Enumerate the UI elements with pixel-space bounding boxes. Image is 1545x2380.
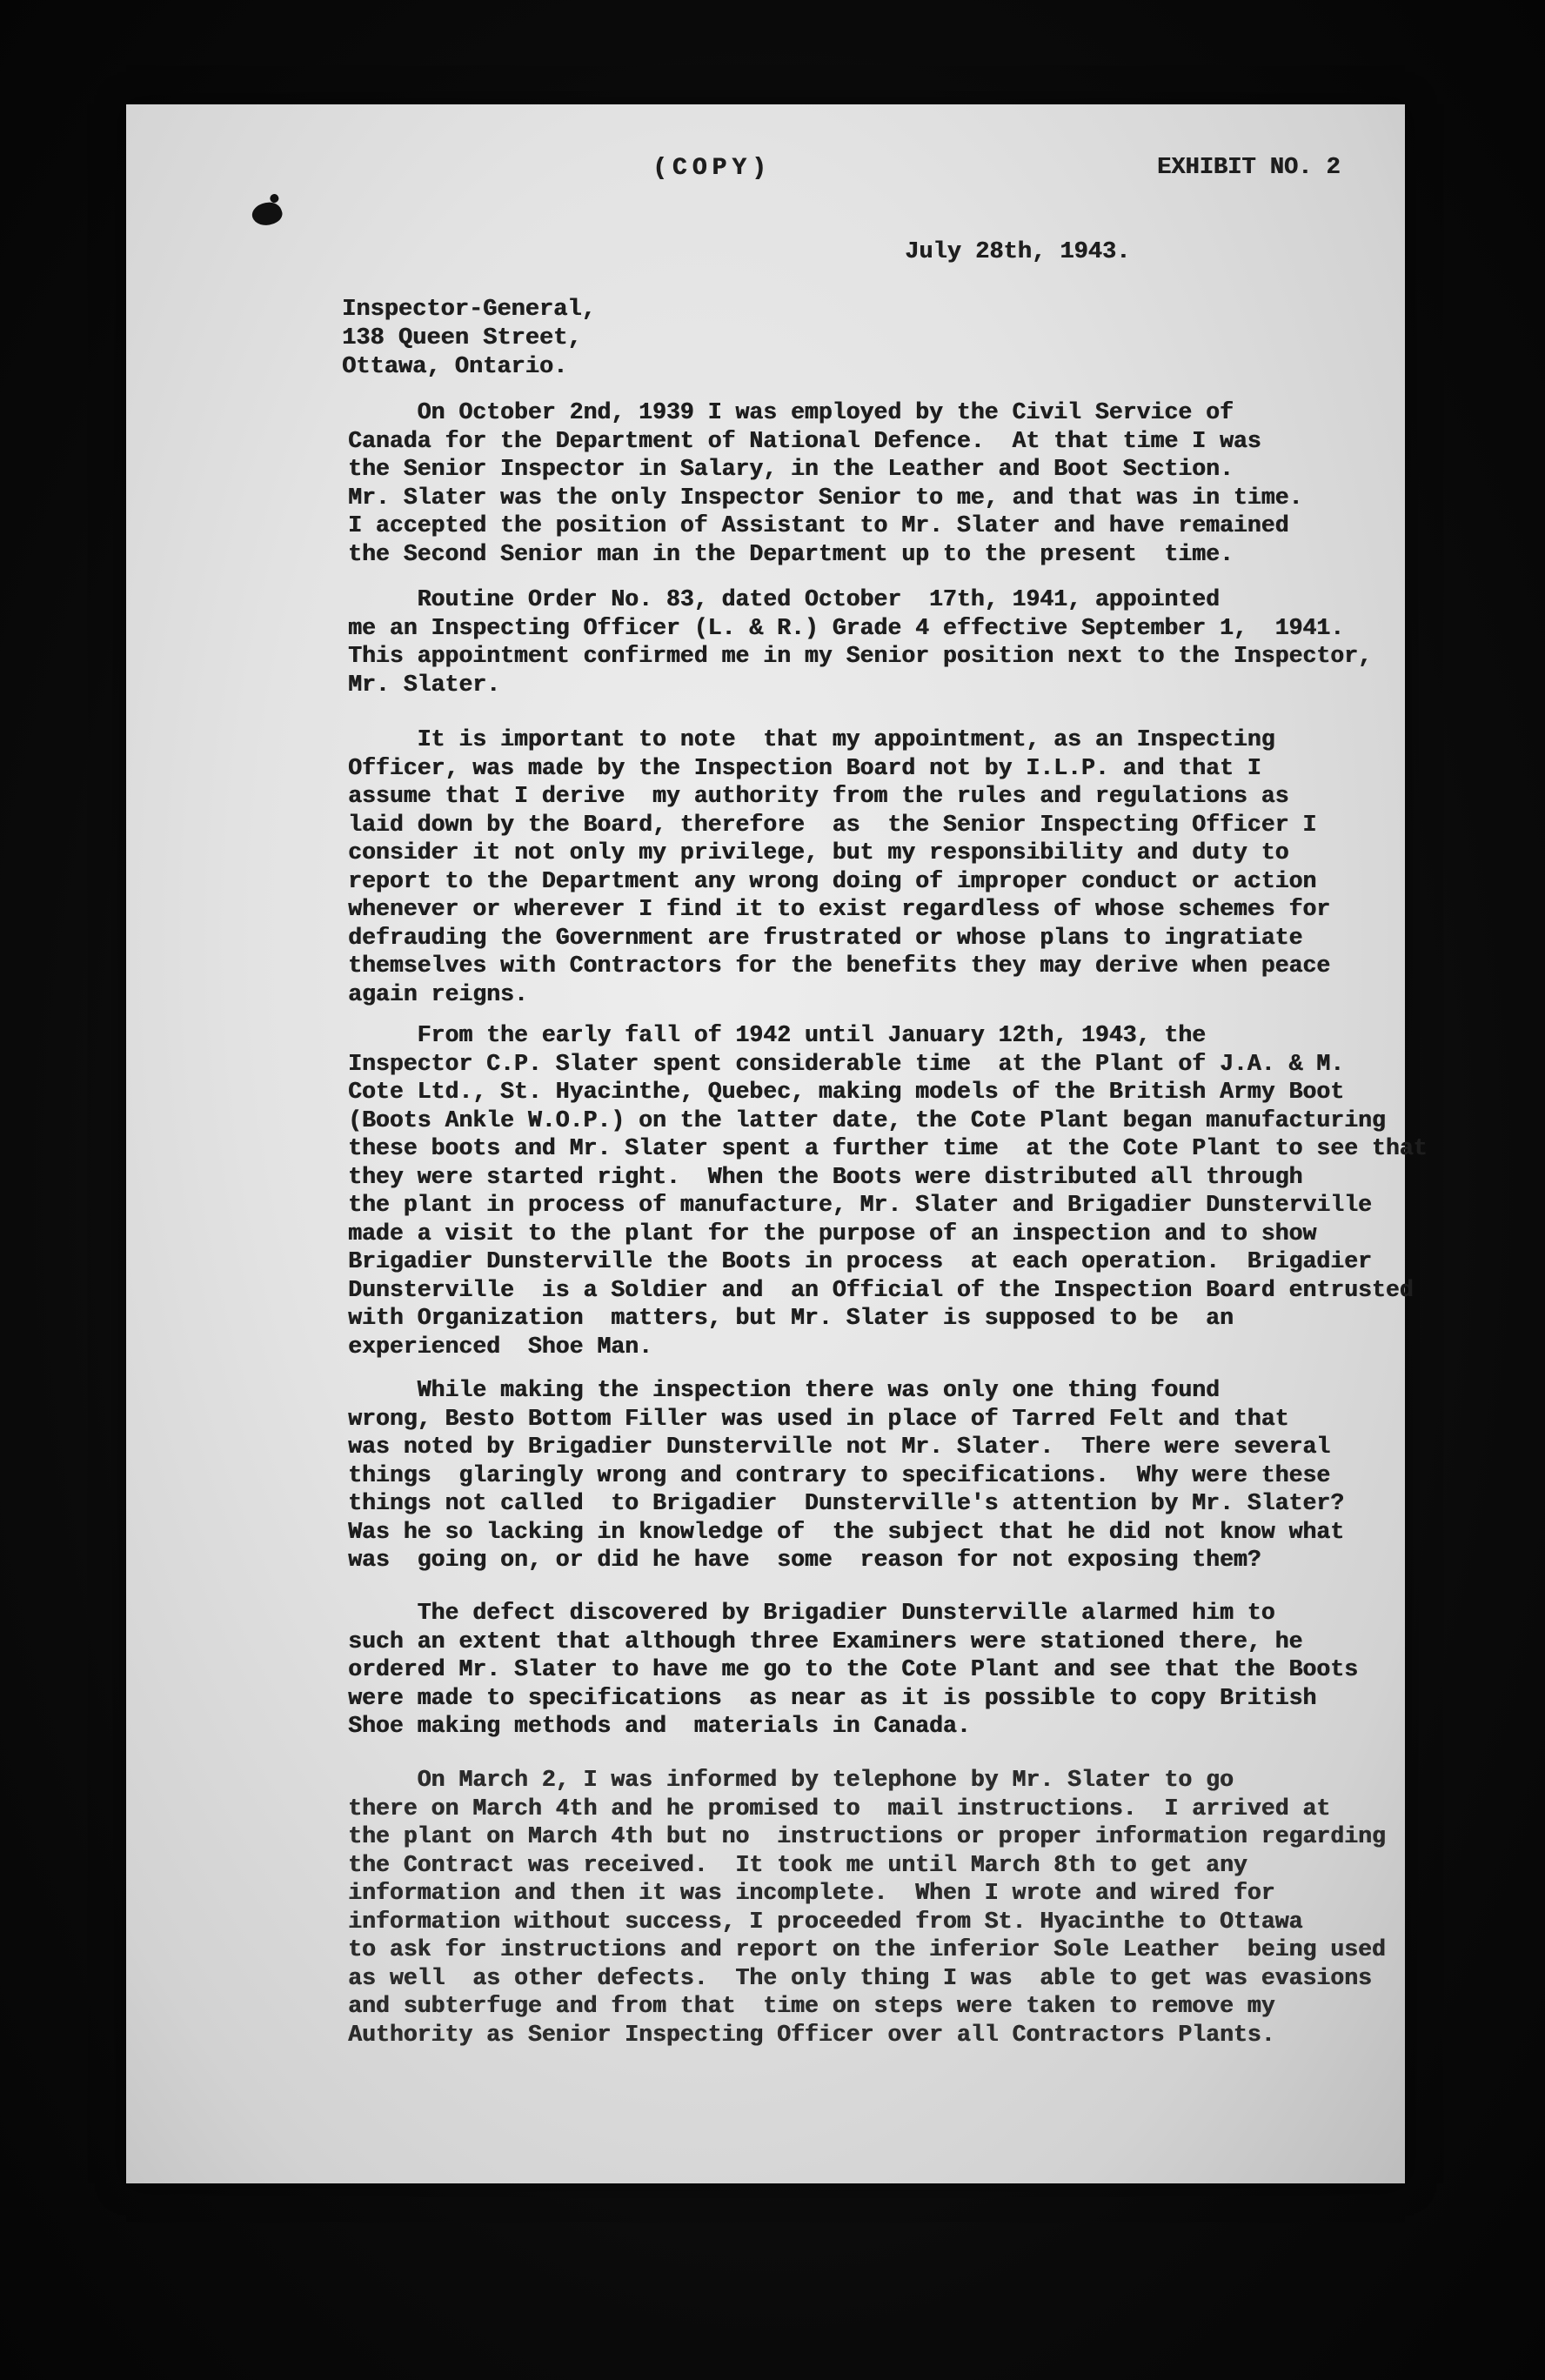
text-line: report to the Department any wrong doing of improper conduct or action (348, 867, 1317, 894)
recipient-line: 138 Queen Street, (342, 325, 582, 351)
text-line: Officer, was made by the Inspection Board not by I.L.P. and that I (348, 754, 1261, 781)
text-line: experienced Shoe Man. (348, 1333, 652, 1360)
text-line: to ask for instructions and report on the inferior Sole Leather being used (348, 1936, 1386, 1962)
text-line: While making the inspection there was only one thing found (348, 1377, 1220, 1403)
text-line: whenever or wherever I find it to exist regardless of whose schemes for (348, 896, 1331, 922)
text-line: they were started right. When the Boots were distributed all through (348, 1163, 1303, 1190)
text-line: Inspector C.P. Slater spent considerable time at the Plant of J.A. & M. (348, 1050, 1344, 1077)
text-line: me an Inspecting Officer (L. & R.) Grade 4 effective September 1, 1941. (348, 614, 1344, 641)
paragraph-march (348, 1766, 1418, 2049)
text-line: From the early fall of 1942 until January 12th, 1943, the (348, 1022, 1206, 1048)
text-line: things not called to Brigadier Dunsterville's attention by Mr. Slater? (348, 1490, 1344, 1516)
text-line: again reigns. (348, 980, 528, 1007)
text-line: assume that I derive my authority from the rules and regulations as (348, 783, 1289, 809)
text-line: wrong, Besto Bottom Filler was used in place of Tarred Felt and that (348, 1405, 1289, 1432)
recipient-line: Inspector-General, (342, 297, 596, 323)
text-line: On March 2, I was informed by telephone by Mr. Slater to go (348, 1767, 1234, 1793)
text-line: things glaringly wrong and contrary to specifications. Why were these (348, 1461, 1331, 1488)
text-line: defrauding the Government are frustrated or whose plans to ingratiate (348, 924, 1303, 951)
text-line: were made to specifications as near as it is possible to copy British (348, 1684, 1317, 1711)
text-line: Mr. Slater. (348, 671, 500, 698)
exhibit-label: EXHIBIT NO. 2 (1157, 155, 1341, 181)
text-line: Canada for the Department of National Defence. At that time I was (348, 427, 1261, 454)
paragraph-defect (348, 1599, 1418, 1741)
text-line: Dunsterville is a Soldier and an Official of the Inspection Board entrusted (348, 1276, 1414, 1303)
letter-date: July 28th, 1943. (905, 239, 1131, 265)
text-line: The defect discovered by Brigadier Dunsterville alarmed him to (348, 1600, 1275, 1626)
text-line: consider it not only my privilege, but my responsibility and duty to (348, 839, 1289, 866)
text-line: Shoe making methods and materials in Canada. (348, 1713, 971, 1739)
text-line: and subterfuge and from that time on steps were taken to remove my (348, 1993, 1275, 2019)
text-line: themselves with Contractors for the benefits they may derive when peace (348, 953, 1331, 979)
text-line: information and then it was incomplete. When I wrote and wired for (348, 1880, 1275, 1906)
text-line: made a visit to the plant for the purpose of an inspection and to show (348, 1220, 1317, 1247)
text-line: (Boots Ankle W.O.P.) on the latter date, the Cote Plant began manufacturing (348, 1106, 1386, 1133)
recipient-address (342, 296, 596, 382)
text-line: This appointment confirmed me in my Senior position next to the Inspector, (348, 643, 1372, 669)
text-line: Was he so lacking in knowledge of the subject that he did not know what (348, 1518, 1344, 1545)
text-line: It is important to note that my appointment, as an Inspecting (348, 726, 1275, 752)
text-line: such an extent that although three Examiners were stationed there, he (348, 1628, 1303, 1655)
text-line: was going on, or did he have some reason for not exposing them? (348, 1547, 1261, 1573)
text-line: with Organization matters, but Mr. Slater is supposed to be an (348, 1305, 1234, 1331)
copy-label: (COPY) (652, 155, 772, 182)
text-line: the Contract was received. It took me until March 8th to get any (348, 1851, 1247, 1878)
text-line: the Senior Inspector in Salary, in the Leather and Boot Section. (348, 456, 1234, 482)
text-line: Cote Ltd., St. Hyacinthe, Quebec, making models of the British Army Boot (348, 1079, 1344, 1105)
paragraph-authority (348, 725, 1418, 1008)
text-line: On October 2nd, 1939 I was employed by the Civil Service of (348, 399, 1234, 425)
text-line: Authority as Senior Inspecting Officer over all Contractors Plants. (348, 2021, 1275, 2048)
text-line: the plant in process of manufacture, Mr. Slater and Brigadier Dunsterville (348, 1192, 1372, 1218)
text-line: the plant on March 4th but no instructions or proper information regarding (348, 1823, 1386, 1849)
text-line: there on March 4th and he promised to mail instructions. I arrived at (348, 1795, 1331, 1822)
text-line: laid down by the Board, therefore as the Senior Inspecting Officer I (348, 811, 1317, 838)
text-line: Routine Order No. 83, dated October 17th, 1941, appointed (348, 586, 1220, 612)
text-line: information without success, I proceeded from St. Hyacinthe to Ottawa (348, 1908, 1303, 1935)
paragraph-inspection (348, 1376, 1418, 1574)
paragraph-routine-order (348, 585, 1418, 699)
text-line: Brigadier Dunsterville the Boots in process at each operation. Brigadier (348, 1248, 1372, 1274)
paragraph-cote-plant (348, 1021, 1428, 1360)
text-line: Mr. Slater was the only Inspector Senior to me, and that was in time. (348, 484, 1303, 511)
text-line: the Second Senior man in the Department up to the present time. (348, 540, 1234, 567)
text-line: I accepted the position of Assistant to Mr. Slater and have remained (348, 512, 1289, 538)
text-line: as well as other defects. The only thing I was able to get was evasions (348, 1964, 1372, 1991)
recipient-line: Ottawa, Ontario. (342, 354, 568, 380)
text-line: ordered Mr. Slater to have me go to the Cote Plant and see that the Boots (348, 1656, 1358, 1682)
text-line: was noted by Brigadier Dunsterville not Mr. Slater. There were several (348, 1434, 1331, 1460)
paragraph-employment (348, 398, 1418, 568)
text-line: these boots and Mr. Slater spent a further time at the Cote Plant to see that (348, 1135, 1428, 1161)
